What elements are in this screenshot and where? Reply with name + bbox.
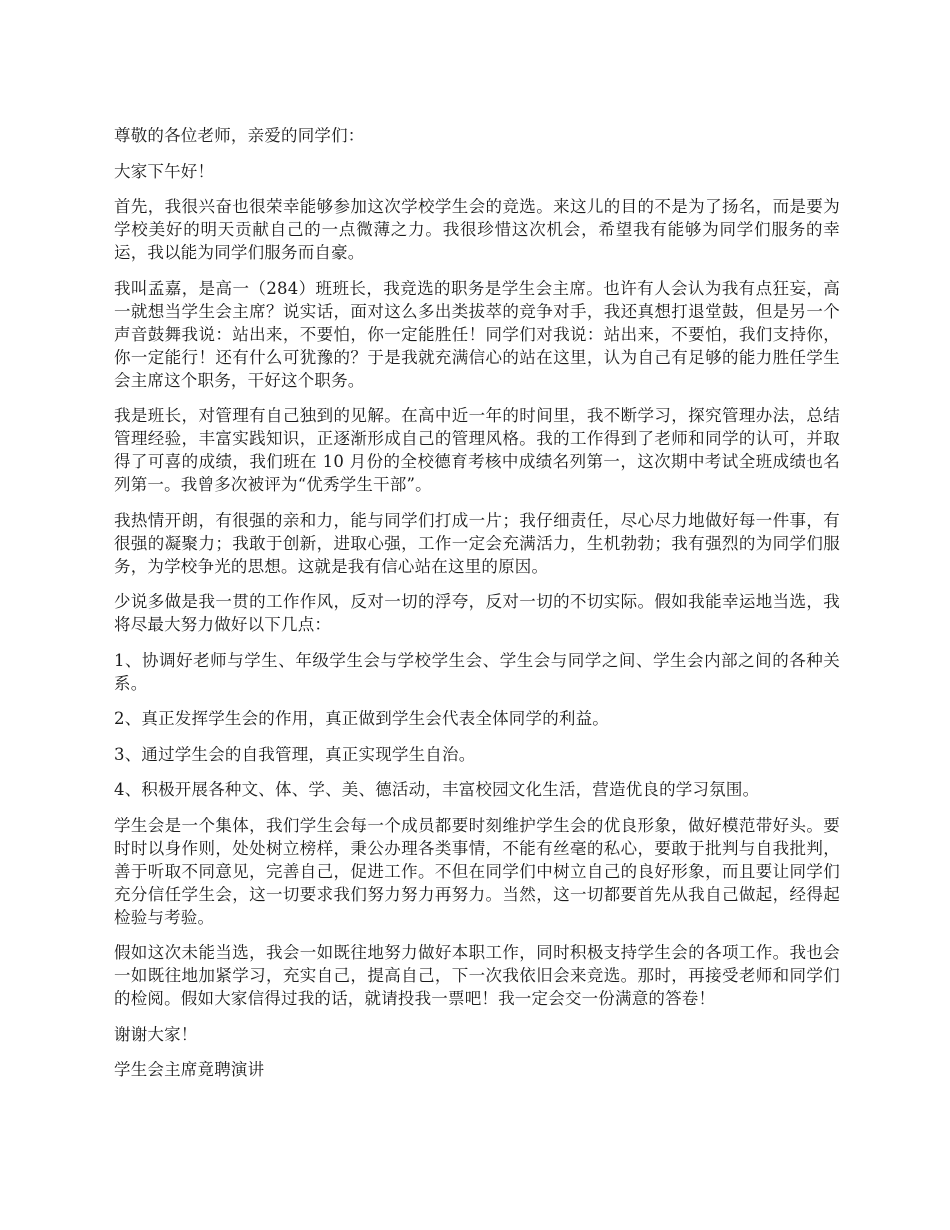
list-item-4: 4、积极开展各种文、体、学、美、德活动，丰富校园文化生活，营造优良的学习氛围。 [114, 780, 760, 799]
salutation: 尊敬的各位老师，亲爱的同学们： [114, 126, 365, 145]
closing: 谢谢大家！ [114, 1024, 198, 1044]
greeting: 大家下午好！ [114, 161, 215, 181]
paragraph-intro: 首先，我很兴奋也很荣幸能够参加这次学校学生会的竞选。来这儿的目的不是为了扬名，而是要为学校美好的明天贡献自己的一点微薄之力。我很珍惜这次机会，希望我有能够为同学们服务的幸运，我以能为同学们服务而自豪。 [114, 197, 840, 262]
paragraph-personality: 我热情开朗，有很强的亲和力，能与同学们打成一片；我仔细责任，尽心尽力地做好每一件事，有很强的凝聚力；我敢于创新，进取心强，工作一定会充满活力，生机勃勃；我有强烈的为同学们服务，为学校争光的思想。这就是我有信心站在这里的原因。 [114, 510, 840, 576]
paragraph-work-style: 少说多做是我一贯的工作作风，反对一切的浮夸，反对一切的不切实际。假如我能幸运地当选，我将尽最大努力做好以下几点： [114, 592, 840, 634]
paragraph-management-experience: 我是班长，对管理有自己独到的见解。在高中近一年的时间里，我不断学习，探究管理办法，总结管理经验，丰富实践知识，正逐渐形成自己的管理风格。我的工作得到了老师和同学的认可，并取得了可喜的成绩，我们班在 10 月份的全校德育考核中成绩名列第一，这次期中考试全班成绩也名列第一。我曾多次被评为“优秀学生干部”。 [114, 406, 840, 494]
document-body [114, 124, 840, 1094]
paragraph-student-union: 学生会是一个集体，我们学生会每一个成员都要时刻维护学生会的优良形象，做好模范带好头。要时时以身作则，处处树立榜样，秉公办理各类事情，不能有丝毫的私心，要敢于批判与自我批判，善于听取不同意见，完善自己，促进工作。不但在同学们中树立自己的良好形象，而且要让同学们充分信任学生会，这一切要求我们努力努力再努力。当然，这一切都要首先从我自己做起，经得起检验与考验。 [114, 815, 840, 927]
paragraph-if-not-elected: 假如这次未能当选，我会一如既往地努力做好本职工作，同时积极支持学生会的各项工作。我也会一如既往地加紧学习，充实自己，提高自己，下一次我依旧会来竞选。那时，再接受老师和同学们的检阅。假如大家信得过我的话，就请投我一票吧！我一定会交一份满意的答卷！ [114, 943, 840, 1008]
paragraph-self-introduction: 我叫孟嘉，是高一（284）班班长，我竞选的职务是学生会主席。也许有人会认为我有点狂妄，高一就想当学生会主席？说实话，面对这么多出类拔萃的竞争对手，我还真想打退堂鼓，但是另一个声音鼓舞我说：站出来，不要怕，你一定能胜任！同学们对我说：站出来，不要怕，我们支持你，你一定能行！还有什么可犹豫的？于是我就充满信心的站在这里，认为自己有足够的能力胜任学生会主席这个职务，干好这个职务。 [114, 278, 840, 390]
list-item-2: 2、真正发挥学生会的作用，真正做到学生会代表全体同学的利益。 [114, 709, 609, 728]
footer-title: 学生会主席竟聘演讲 [114, 1060, 265, 1079]
list-item-3: 3、通过学生会的自我管理，真正实现学生自治。 [114, 744, 476, 764]
list-item-1: 1、协调好老师与学生、年级学生会与学校学生会、学生会与同学之间、学生会内部之间的各种关系。 [114, 650, 840, 693]
